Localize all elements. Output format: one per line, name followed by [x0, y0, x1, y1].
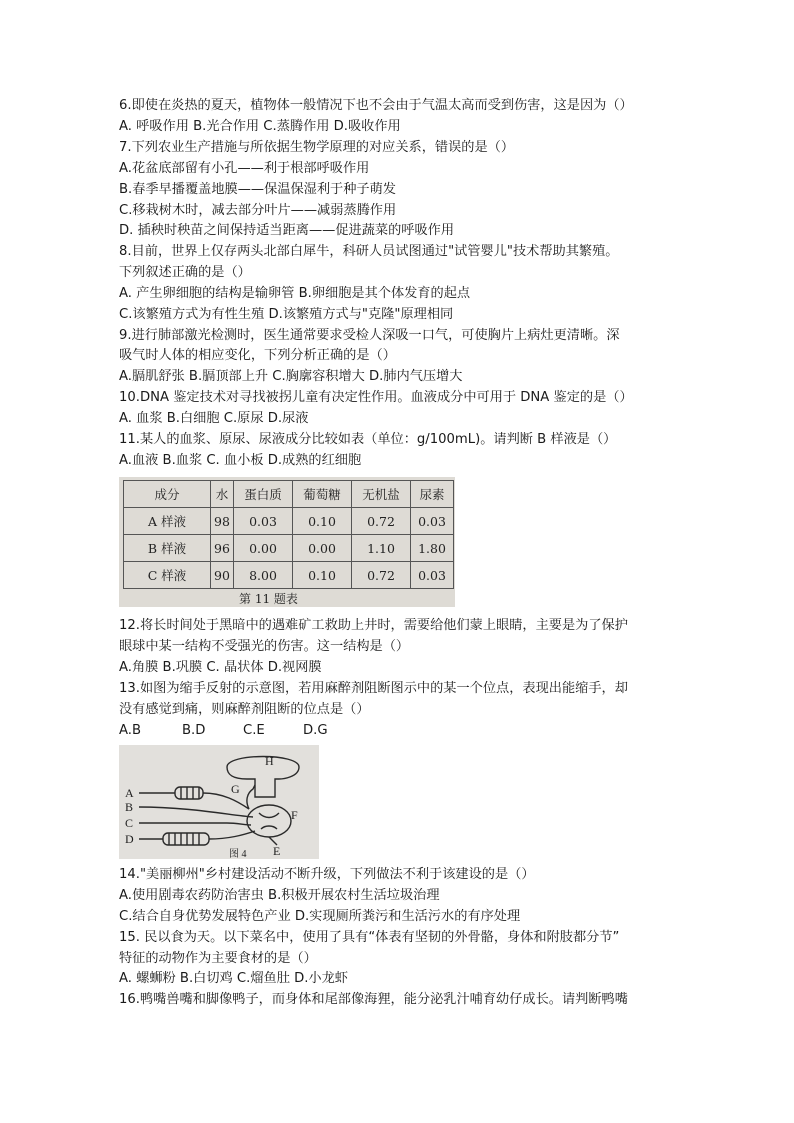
q13-option-d: D.G — [303, 723, 328, 738]
table-cell: 98 — [211, 508, 234, 535]
q9-options: A.膈肌舒张 B.膈顶部上升 C.胸廓容积增大 D.肺内气压增大 — [119, 369, 463, 384]
receptor-hatch — [181, 787, 199, 799]
q11-table-figure — [119, 477, 455, 607]
pathway-line — [139, 823, 251, 825]
label-e: E — [273, 844, 281, 858]
table-cell: 1.80 — [411, 535, 454, 562]
label-a: A — [125, 786, 134, 800]
q11-table-caption: 第 11 题表 — [239, 592, 298, 606]
q9-stem-line2: 吸气时人体的相应变化，下列分析正确的是（） — [119, 348, 396, 363]
q7-stem: 7.下列农业生产措施与所依据生物学原理的对应关系，错误的是（） — [119, 140, 515, 155]
table-header-cell: 蛋白质 — [234, 481, 293, 508]
pathway-line — [139, 807, 253, 817]
table-cell: 0.72 — [352, 508, 411, 535]
q13-option-b: B.D — [182, 723, 206, 738]
effector-hatch — [169, 833, 199, 845]
table-cell: 8.00 — [234, 562, 293, 589]
q15-stem-line2: 特征的动物作为主要食材的是（） — [119, 951, 317, 966]
q8-stem-line1: 8.目前，世界上仅存两头北部白犀牛，科研人员试图通过"试管婴儿"技术帮助其繁殖。 — [119, 244, 619, 259]
pathway-line — [139, 831, 255, 839]
figure-caption: 图 4 — [229, 849, 247, 859]
pathway-line — [247, 785, 255, 809]
q12-stem-line1: 12.将长时间处于黑暗中的遇难矿工救助上井时，需要给他们蒙上眼睛，主要是为了保护 — [119, 618, 628, 633]
reflex-arc-diagram — [119, 745, 319, 859]
table-cell: 0.03 — [234, 508, 293, 535]
q11-stem: 11.某人的血浆、原尿、尿液成分比较如表（单位：g/100mL)。请判断 B 样液是（） — [119, 432, 617, 447]
effector-shape — [163, 833, 209, 845]
q13-stem-line1: 13.如图为缩手反射的示意图，若用麻醉剂阻断图示中的某一个位点，表现出能缩手，却 — [119, 681, 628, 696]
q10-stem: 10.DNA 鉴定技术对寻找被拐儿童有决定性作用。血液成分中可用于 DNA 鉴定的是（） — [119, 390, 633, 405]
table-cell: 90 — [211, 562, 234, 589]
table-cell: B 样液 — [124, 535, 211, 562]
q12-options: A.角膜 B.巩膜 C. 晶状体 D.视网膜 — [119, 660, 322, 675]
table-row — [124, 562, 454, 589]
table-cell: 0.03 — [411, 508, 454, 535]
q16-stem: 16.鸭嘴兽嘴和脚像鸭子，而身体和尾部像海狸，能分泌乳汁哺育幼仔成长。请判断鸭嘴 — [119, 992, 628, 1007]
table-header-cell: 尿素 — [411, 481, 454, 508]
table-cell: C 样液 — [124, 562, 211, 589]
table-cell: 0.00 — [234, 535, 293, 562]
q11-table — [123, 480, 454, 589]
table-cell: 0.10 — [293, 562, 352, 589]
q7-option-c: C.移栽树木时，减去部分叶片——减弱蒸腾作用 — [119, 203, 397, 218]
label-d: D — [125, 832, 134, 846]
table-cell: 0.10 — [293, 508, 352, 535]
q12-stem-line2: 眼球中某一结构不受强光的伤害。这一结构是（） — [119, 639, 410, 654]
q10-options: A. 血浆 B.白细胞 C.原尿 D.尿液 — [119, 411, 309, 426]
q8-stem-line2: 下列叙述正确的是（） — [119, 265, 251, 280]
table-cell: 0.03 — [411, 562, 454, 589]
grey-matter-shape — [259, 813, 279, 829]
table-cell: 96 — [211, 535, 234, 562]
q15-options: A. 螺蛳粉 B.白切鸡 C.熘鱼肚 D.小龙虾 — [119, 971, 348, 986]
table-cell: 1.10 — [352, 535, 411, 562]
reflex-arc-figure — [119, 745, 319, 859]
q13-stem-line2: 没有感觉到痛，则麻醉剂阻断的位点是（） — [119, 702, 370, 717]
table-header-cell: 水 — [211, 481, 234, 508]
q14-stem: 14."美丽柳州"乡村建设活动不断升级，下列做法不利于该建设的是（） — [119, 867, 535, 882]
label-f: F — [291, 808, 298, 822]
q11-options: A.血液 B.血浆 C. 血小板 D.成熟的红细胞 — [119, 453, 362, 468]
q14-options-cd: C.结合自身优势发展特色产业 D.实现厕所粪污和生活污水的有序处理 — [119, 909, 521, 924]
q7-option-a: A.花盆底部留有小孔——利于根部呼吸作用 — [119, 161, 370, 176]
q14-options-ab: A.使用剧毒农药防治害虫 B.积极开展农村生活垃圾治理 — [119, 888, 440, 903]
table-header-cell: 成分 — [124, 481, 211, 508]
q15-stem-line1: 15. 民以食为天。以下菜名中，使用了具有“体表有坚韧的外骨骼，身体和附肢都分节” — [119, 930, 620, 945]
spinal-cord-shape — [247, 805, 291, 837]
label-h: H — [265, 754, 274, 768]
q8-options-ab: A. 产生卵细胞的结构是输卵管 B.卵细胞是其个体发育的起点 — [119, 286, 471, 301]
q13-option-c: C.E — [243, 723, 265, 738]
q6-stem: 6.即使在炎热的夏天，植物体一般情况下也不会由于气温太高而受到伤害，这是因为（） — [119, 98, 633, 113]
q6-options: A. 呼吸作用 B.光合作用 C.蒸腾作用 D.吸收作用 — [119, 119, 401, 134]
table-cell: A 样液 — [124, 508, 211, 535]
q7-option-d: D. 插秧时秧苗之间保持适当距离——促进蔬菜的呼吸作用 — [119, 223, 455, 238]
table-header-row — [124, 481, 454, 508]
label-g: G — [231, 782, 240, 796]
q9-stem-line1: 9.进行肺部激光检测时，医生通常要求受检人深吸一口气，可使胸片上病灶更清晰。深 — [119, 328, 620, 343]
q13-option-a: A.B — [119, 723, 142, 738]
table-row — [124, 508, 454, 535]
q8-options-cd: C.该繁殖方式为有性生殖 D.该繁殖方式与"克隆"原理相同 — [119, 307, 454, 322]
label-b: B — [125, 800, 134, 814]
q7-option-b: B.春季早播覆盖地膜——保温保湿利于种子萌发 — [119, 182, 396, 197]
table-cell: 0.00 — [293, 535, 352, 562]
table-header-cell: 葡萄糖 — [293, 481, 352, 508]
label-c: C — [125, 816, 134, 830]
table-row — [124, 535, 454, 562]
table-header-cell: 无机盐 — [352, 481, 411, 508]
table-cell: 0.72 — [352, 562, 411, 589]
